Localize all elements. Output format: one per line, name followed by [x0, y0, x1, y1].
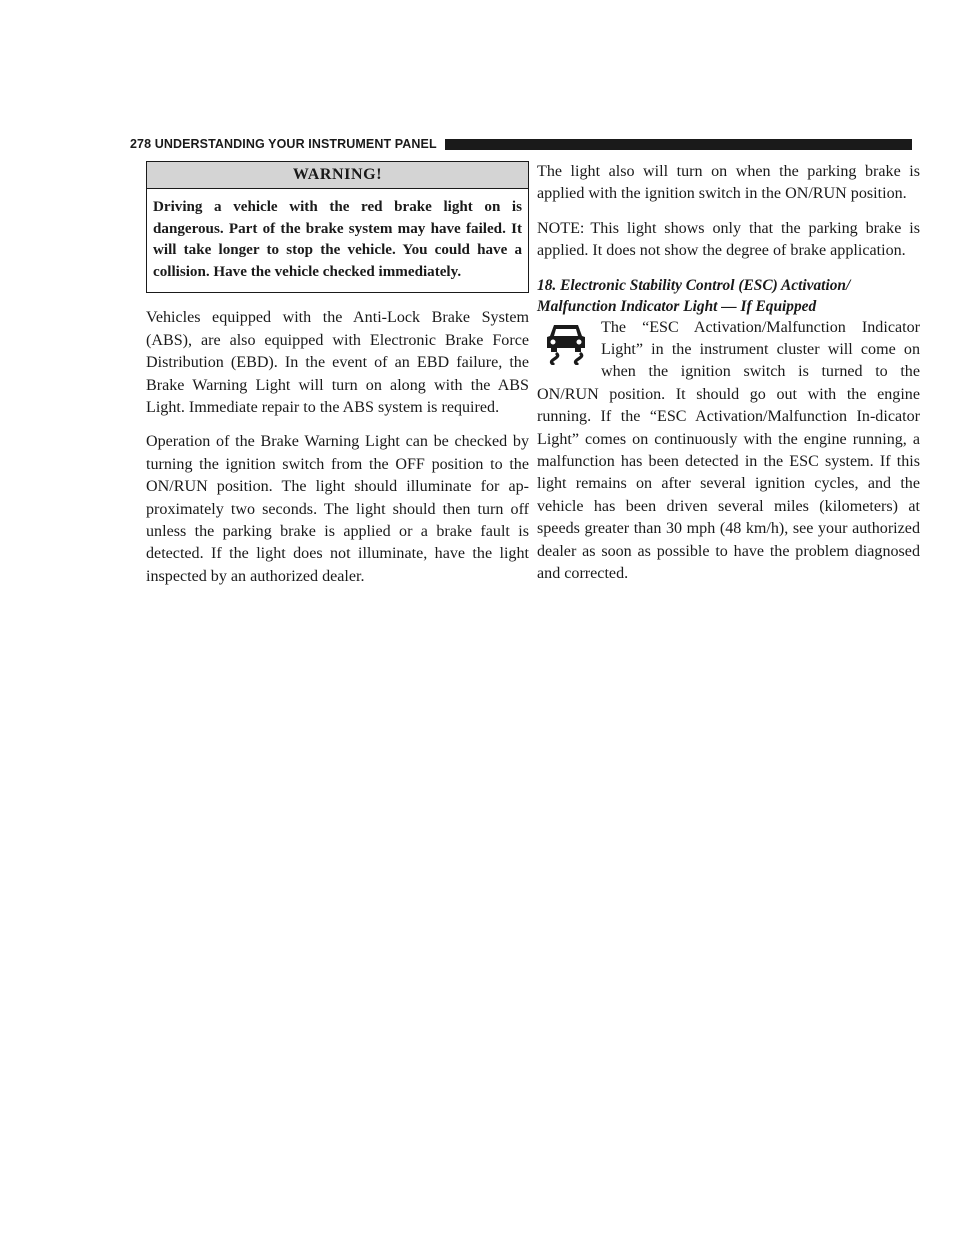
esc-heading-line-2: Malfunction Indicator Light — If Equipped [537, 297, 817, 315]
section-title: UNDERSTANDING YOUR INSTRUMENT PANEL [154, 137, 437, 151]
page-header [130, 136, 912, 152]
left-column [146, 161, 529, 600]
esc-skid-car-icon [537, 321, 595, 365]
page-number: 278 [130, 137, 152, 151]
esc-paragraph [537, 317, 920, 586]
note-paragraph [537, 218, 920, 263]
esc-section-heading [537, 275, 920, 317]
warning-title: WARNING! [147, 162, 528, 189]
brake-light-check-paragraph: Operation of the Brake Warning Light can be checked by turning the ignition switch from the OFF position to the ON/RUN position. The light should illuminate for ap-proximately two seconds. The light should then turn off unless the parking brake is applied or a brake fault is detected. If the light does not illuminate, have the light inspected by an authorized dealer. [146, 433, 529, 585]
parking-brake-paragraph: The light also will turn on when the parking brake is applied with the ignition switch in the ON/RUN position. [537, 163, 920, 203]
warning-body: Driving a vehicle with the red brake light on is dangerous. Part of the brake system may have failed. It will take longer to stop the vehicle. You could have a collision. Have the vehicle checked immediately. [153, 199, 522, 280]
warning-box [146, 161, 529, 293]
note-text: This light shows only that the parking brake is applied. It does not show the degree of brake application. [537, 219, 920, 260]
esc-heading-line-1: 18. Electronic Stability Control (ESC) Activation/ [537, 276, 851, 294]
note-label: NOTE: [537, 219, 585, 237]
ebd-paragraph: Vehicles equipped with the Anti-Lock Brake System (ABS), are also equipped with Electronic Brake Force Distribution (EBD). In the event of an EBD failure, the Brake Warning Light will turn on along with the ABS Light. Immediate repair to the ABS system is required. [146, 309, 529, 416]
header-rule [445, 139, 912, 150]
right-column [537, 161, 920, 598]
esc-paragraph-text: The “ESC Activation/Malfunction Indicator Light” in the instrument cluster will come on when the ignition switch is turned to the ON/RUN position. It should go out with the engine running. If the “ESC Activation/Malfunction In-dicator Light” comes on continuously with the engine running, a malfunction has been detected in the ESC system. If this light remains on after several ignition cycles, and the vehicle has been driven several miles (kilometers) at speeds greater than 30 mph (48 km/h), see your authorized dealer as soon as possible to have the problem diagnosed and corrected. [537, 318, 920, 583]
header-text [130, 137, 445, 151]
